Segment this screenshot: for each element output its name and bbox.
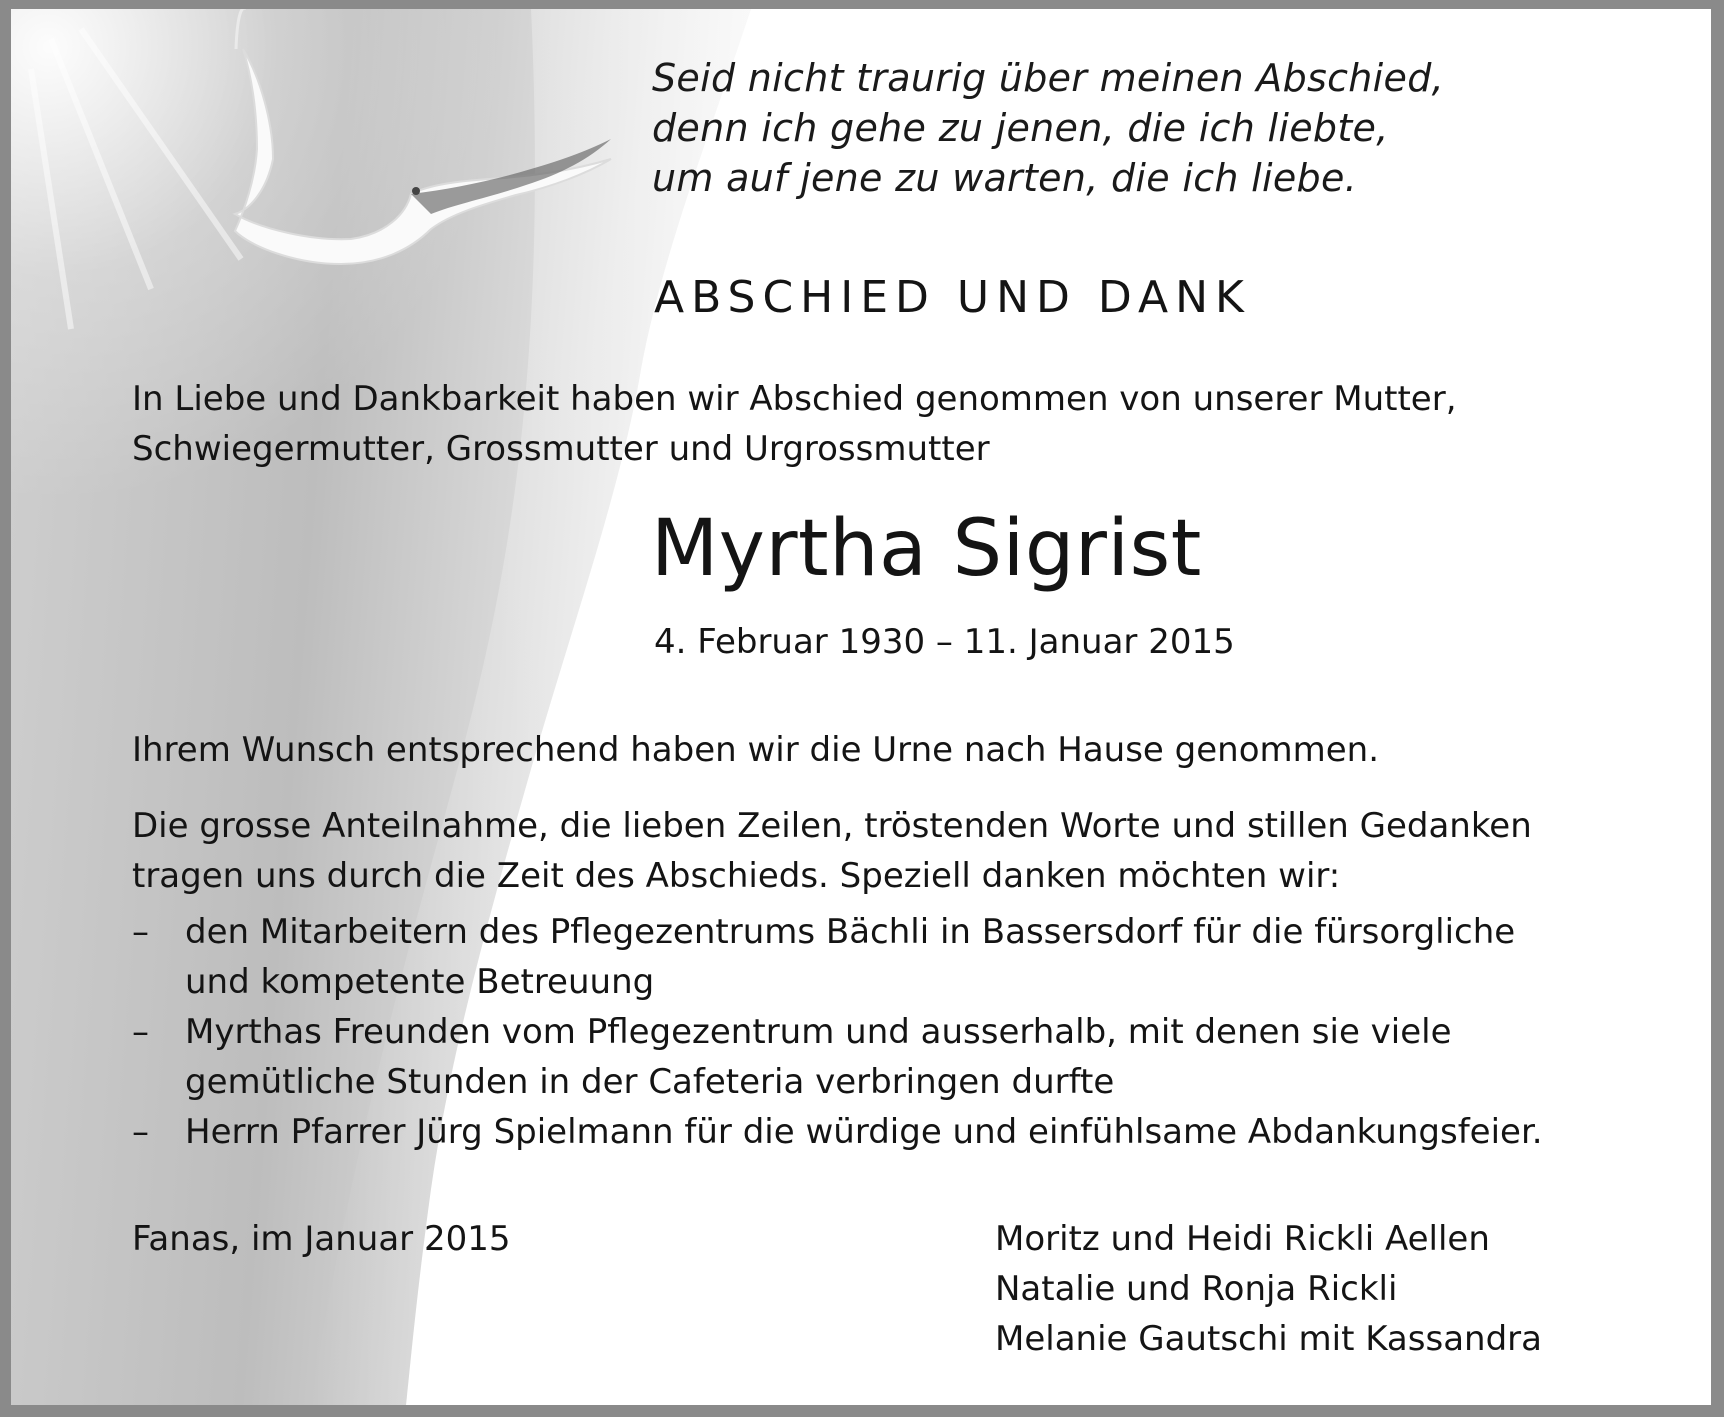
list-bullet: – xyxy=(132,912,149,952)
signer-line: Moritz und Heidi Rickli Aellen xyxy=(995,1219,1490,1259)
thanks-line: Die grosse Anteilnahme, die lieben Zeilen, tröstenden Worte und stillen Gedanken xyxy=(132,806,1532,846)
list-item-line: gemütliche Stunden in der Cafeteria verbringen durfte xyxy=(185,1062,1115,1102)
list-item-line: und kompetente Betreuung xyxy=(185,962,655,1002)
list-item-line: Myrthas Freunden vom Pflegezentrum und ausserhalb, mit denen sie viele xyxy=(185,1012,1452,1052)
obituary-notice xyxy=(11,9,1711,1405)
dove-icon xyxy=(11,9,691,309)
list-item-line: Herrn Pfarrer Jürg Spielmann für die würdige und einfühlsame Abdankungsfeier. xyxy=(185,1112,1543,1152)
intro-line: Schwiegermutter, Grossmutter und Urgrossmutter xyxy=(132,429,990,469)
signers xyxy=(995,1214,1542,1364)
intro-text xyxy=(132,374,1457,474)
poem xyxy=(652,53,1444,203)
urn-statement: Ihrem Wunsch entsprechend haben wir die Urne nach Hause genommen. xyxy=(132,730,1380,770)
poem-line: Seid nicht traurig über meinen Abschied, xyxy=(652,56,1445,100)
thanks-text xyxy=(132,801,1532,901)
list-item xyxy=(132,907,1543,1007)
thanks-line: tragen uns durch die Zeit des Abschieds. Speziell danken möchten wir: xyxy=(132,856,1341,896)
poem-line: um auf jene zu warten, die ich liebe. xyxy=(652,156,1358,200)
list-item xyxy=(132,1107,1543,1157)
list-item xyxy=(132,1007,1543,1107)
intro-line: In Liebe und Dankbarkeit haben wir Abschied genommen von unserer Mutter, xyxy=(132,379,1457,419)
thanks-list xyxy=(132,907,1543,1157)
list-item-line: den Mitarbeitern des Pflegezentrums Bächli in Bassersdorf für die fürsorgliche xyxy=(185,912,1516,952)
signer-line: Melanie Gautschi mit Kassandra xyxy=(995,1319,1542,1359)
signer-line: Natalie und Ronja Rickli xyxy=(995,1269,1398,1309)
list-bullet: – xyxy=(132,1012,149,1052)
deceased-name: Myrtha Sigrist xyxy=(651,504,1202,594)
notice-heading: ABSCHIED UND DANK xyxy=(654,272,1251,323)
poem-line: denn ich gehe zu jenen, die ich liebte, xyxy=(652,106,1389,150)
place-date: Fanas, im Januar 2015 xyxy=(132,1219,511,1259)
list-bullet: – xyxy=(132,1112,149,1152)
life-dates: 4. Februar 1930 – 11. Januar 2015 xyxy=(654,622,1235,662)
